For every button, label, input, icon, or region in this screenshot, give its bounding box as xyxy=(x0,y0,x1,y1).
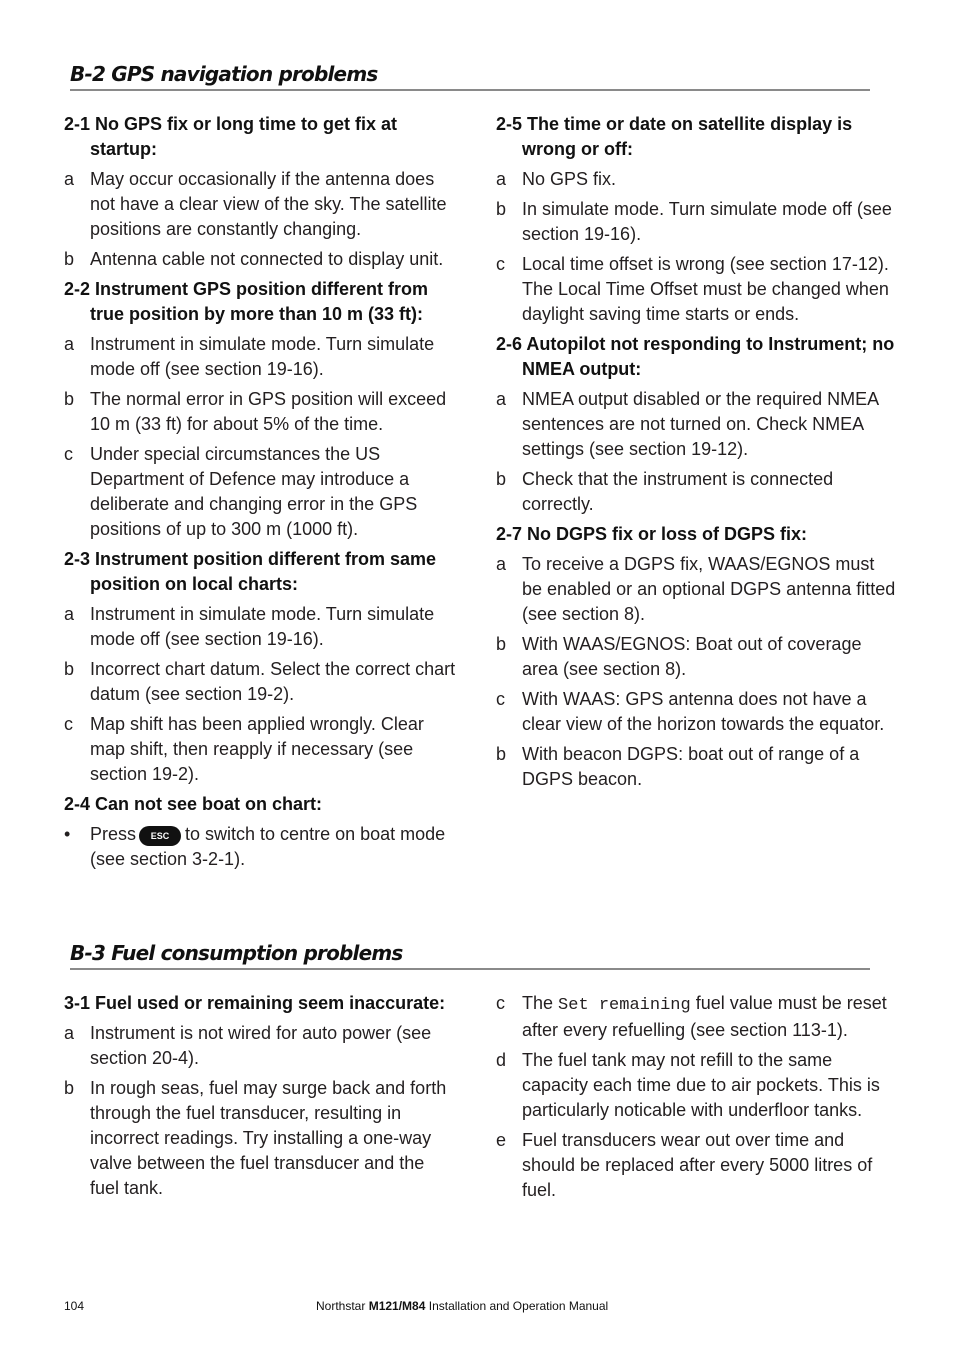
item-marker: b xyxy=(64,249,75,269)
b2-left-column xyxy=(64,112,458,877)
list-item xyxy=(64,442,458,542)
item-text: Under special circumstances the US Department of Defence may introduce a deliberate and changing error in the GPS positions of up to 300 m (1000 ft). xyxy=(90,444,418,539)
item-marker: b xyxy=(496,469,507,489)
item-text: Incorrect chart datum. Select the correct chart datum (see section 19-2). xyxy=(90,659,456,704)
heading-2-7: 2-7 No DGPS fix or loss of DGPS fix: xyxy=(496,524,808,544)
list-item xyxy=(64,602,458,652)
list-item xyxy=(64,247,458,272)
footer-manual-title xyxy=(316,1299,608,1313)
footer-manual: Installation and Operation Manual xyxy=(428,1299,609,1313)
item-marker: c xyxy=(496,254,505,274)
item-text: With beacon DGPS: boat out of range of a DGPS beacon. xyxy=(522,744,860,789)
item-text: With WAAS: GPS antenna does not have a clear view of the horizon towards the equator. xyxy=(522,689,885,734)
item-text: No GPS fix. xyxy=(522,169,617,189)
item-marker: e xyxy=(496,1130,507,1150)
list-item xyxy=(496,467,896,517)
item-marker: a xyxy=(64,604,75,624)
item-marker: a xyxy=(64,169,75,189)
heading-2-4: 2-4 Can not see boat on chart: xyxy=(64,794,323,814)
item-marker: a xyxy=(496,389,507,409)
item-marker: b xyxy=(496,744,507,764)
item-text: Local time offset is wrong (see section 17-12). The Local Time Offset must be changed when daylight saving time starts or ends. xyxy=(522,254,889,324)
item-marker: b xyxy=(64,389,75,409)
list-item xyxy=(64,1076,458,1201)
item-marker: a xyxy=(64,1023,75,1043)
item-text: With WAAS/EGNOS: Boat out of coverage area (see section 8). xyxy=(522,634,862,679)
item-marker: c xyxy=(496,689,505,709)
item-text: Instrument in simulate mode. Turn simulate mode off (see section 19-16). xyxy=(90,604,435,649)
item-text-after: fuel value must be reset after every refuelling (see section 113-1). xyxy=(522,993,887,1040)
item-text: Map shift has been applied wrongly. Clear map shift, then reapply if necessary (see section 19-2). xyxy=(90,714,424,784)
b3-right-column xyxy=(496,991,896,1208)
list-item xyxy=(496,632,896,682)
page-number: 104 xyxy=(64,1299,85,1313)
list-item xyxy=(64,332,458,382)
item-marker: c xyxy=(64,444,73,464)
heading-2-2: 2-2 Instrument GPS position different from true position by more than 10 m (33 ft): xyxy=(64,279,429,324)
list-item xyxy=(64,657,458,707)
list-item xyxy=(496,197,896,247)
item-text: To receive a DGPS fix, WAAS/EGNOS must be enabled or an optional DGPS antenna fitted (see section 8). xyxy=(522,554,896,624)
item-text: In simulate mode. Turn simulate mode off (see section 19-16). xyxy=(522,199,892,244)
list-item xyxy=(496,1048,896,1123)
item-text: In rough seas, fuel may surge back and forth through the fuel transducer, resulting in incorrect readings. Try installing a one-way valve between the fuel transducer and the fuel tank. xyxy=(90,1078,447,1198)
heading-3-1: 3-1 Fuel used or remaining seem inaccurate: xyxy=(64,993,446,1013)
list-item-set-remaining xyxy=(496,991,896,1043)
list-item xyxy=(496,687,896,737)
set-remaining-code: Set remaining xyxy=(558,996,691,1015)
heading-2-1: 2-1 No GPS fix or long time to get fix at startup: xyxy=(64,114,398,159)
item-marker: d xyxy=(496,1050,507,1070)
heading-2-3: 2-3 Instrument position different from same position on local charts: xyxy=(64,549,437,594)
b2-right-column xyxy=(496,112,896,797)
list-item xyxy=(64,1021,458,1071)
item-marker: b xyxy=(64,659,75,679)
item-text: NMEA output disabled or the required NMEA sentences are not turned on. Check NMEA settings (see section 19-12). xyxy=(522,389,879,459)
list-item xyxy=(64,387,458,437)
item-marker: b xyxy=(64,1078,75,1098)
footer-model: M121/M84 xyxy=(368,1299,426,1313)
item-text: The fuel tank may not refill to the same capacity each time due to air pockets. This is particularly noticable with underfloor tanks. xyxy=(522,1050,880,1120)
item-text-before: Press xyxy=(90,824,137,844)
item-marker: a xyxy=(496,554,507,574)
heading-2-6: 2-6 Autopilot not responding to Instrument; no NMEA output: xyxy=(496,334,895,379)
item-text-before: The xyxy=(522,993,554,1013)
item-marker: a xyxy=(496,169,507,189)
item-marker: a xyxy=(64,334,75,354)
item-text: Antenna cable not connected to display unit. xyxy=(90,249,444,269)
item-marker: b xyxy=(496,199,507,219)
b3-left-column xyxy=(64,991,458,1206)
bullet-marker: • xyxy=(64,824,71,844)
section-title-b3: B-3 Fuel consumption problems xyxy=(70,941,870,970)
item-marker: c xyxy=(64,714,73,734)
list-item xyxy=(496,252,896,327)
heading-2-5: 2-5 The time or date on satellite display is wrong or off: xyxy=(496,114,853,159)
list-item xyxy=(64,167,458,242)
item-text: Instrument is not wired for auto power (see section 20-4). xyxy=(90,1023,432,1068)
list-item xyxy=(496,167,896,192)
section-title-b2: B-2 GPS navigation problems xyxy=(70,62,870,91)
item-text: The normal error in GPS position will exceed 10 m (33 ft) for about 5% of the time. xyxy=(90,389,447,434)
list-item xyxy=(496,1128,896,1203)
item-text: Fuel transducers wear out over time and should be replaced after every 5000 litres of fuel. xyxy=(522,1130,873,1200)
item-text: Instrument in simulate mode. Turn simulate mode off (see section 19-16). xyxy=(90,334,435,379)
item-marker: b xyxy=(496,634,507,654)
list-item-press-esc xyxy=(64,822,458,872)
item-text-after: to switch to centre on boat mode (see section 3-2-1). xyxy=(90,824,446,869)
item-marker: c xyxy=(496,993,505,1013)
list-item xyxy=(496,552,896,627)
item-text: May occur occasionally if the antenna does not have a clear view of the sky. The satellite positions are constantly changing. xyxy=(90,169,447,239)
esc-key-icon: ESC xyxy=(139,826,181,846)
list-item xyxy=(496,742,896,792)
item-text: Check that the instrument is connected correctly. xyxy=(522,469,834,514)
list-item xyxy=(64,712,458,787)
footer-brand: Northstar xyxy=(316,1299,366,1313)
list-item xyxy=(496,387,896,462)
